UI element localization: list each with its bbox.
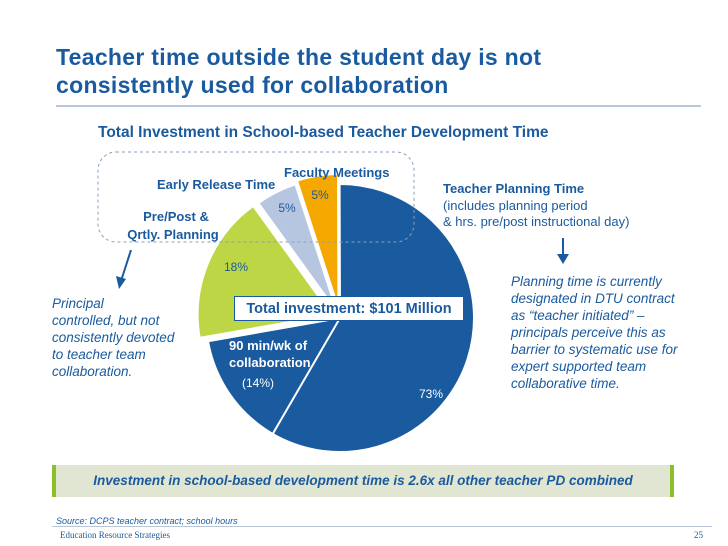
right-note-line: Planning time is currently	[511, 274, 662, 289]
right-note-line: designated in DTU contract	[511, 291, 675, 306]
right-note-line: as “teacher initiated” –	[511, 308, 645, 323]
left-note-line: collaboration.	[52, 364, 133, 379]
planning-time-label: Teacher Planning Time	[443, 181, 585, 196]
slide-title-line-1: Teacher time outside the student day is not	[56, 44, 542, 70]
prepost-label-line-2: Qrtly. Planning	[127, 227, 219, 242]
right-note-line: principals perceive this as	[511, 325, 666, 340]
left-note	[52, 295, 174, 380]
left-arrow-icon	[116, 250, 131, 289]
right-note-line: expert supported team	[511, 359, 647, 374]
planning-time-sub-2: & hrs. pre/post instructional day)	[443, 214, 630, 229]
right-arrow-icon	[557, 238, 569, 264]
left-note-line: to teacher team	[52, 347, 146, 362]
slide-title-line-2: consistently used for collaboration	[56, 72, 449, 98]
planning-time-sub-1: (includes planning period	[443, 198, 588, 213]
org-name: Education Resource Strategies	[60, 530, 170, 540]
right-note-line: collaborative time.	[511, 376, 620, 391]
faculty-meetings-pct: 5%	[311, 188, 329, 202]
left-note-line: controlled, but not	[52, 313, 160, 328]
prepost-label-line-1: Pre/Post &	[143, 209, 209, 224]
collab-pct: (14%)	[241, 376, 275, 390]
callout-box: Investment in school-based development time is 2.6x all other teacher PD combined	[52, 465, 674, 497]
faculty-meetings-label: Faculty Meetings	[284, 165, 390, 180]
chart-title: Total Investment in School-based Teacher Development Time	[98, 124, 549, 141]
collab-label-line-1: 90 min/wk of	[229, 338, 308, 353]
left-note-line: consistently devoted	[52, 330, 175, 345]
prepost-pct: 18%	[223, 260, 249, 274]
right-note	[511, 273, 678, 392]
collab-label-line-2: collaboration	[229, 355, 311, 370]
early-release-label: Early Release Time	[157, 177, 276, 192]
planning-time-pct: 73%	[418, 387, 444, 401]
right-note-line: barrier to systematic use for	[511, 342, 678, 357]
early-release-pct: 5%	[278, 201, 296, 215]
source-note: Source: DCPS teacher contract; school hours	[56, 516, 238, 526]
page-number: 25	[694, 530, 703, 540]
total-investment-label: Total investment: $101 Million	[234, 296, 464, 321]
footer-divider	[52, 526, 712, 527]
left-note-line: Principal	[52, 296, 104, 311]
